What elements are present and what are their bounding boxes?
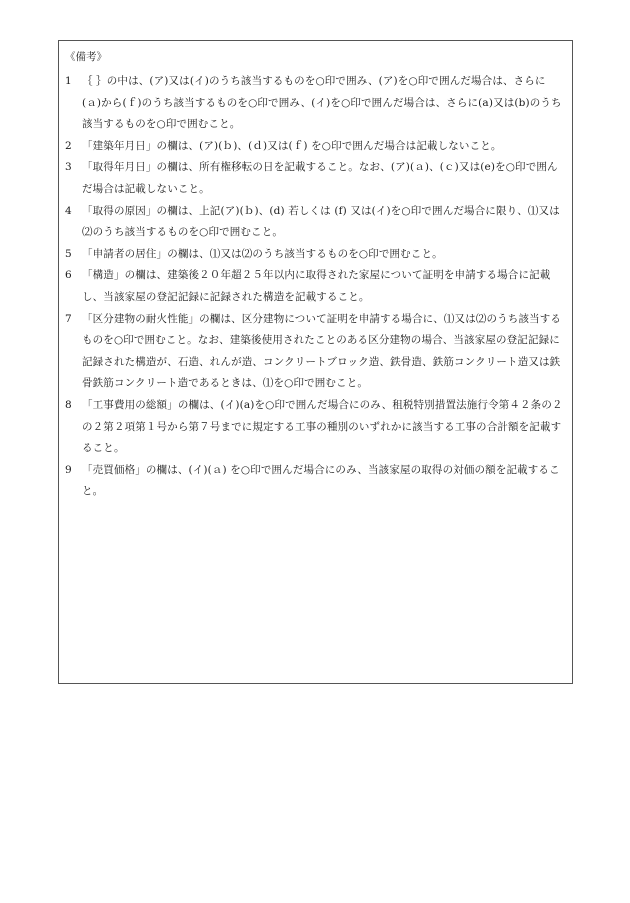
note-number: 7 [65, 312, 72, 325]
note-text: 「区分建物の耐火性能」の欄は、区分建物について証明を申請する場合に、⑴又は⑵のうち該当するものを○印で囲むこと。なお、建築後使用されたことのある区分建物の場合、当該家屋の登記記録に記録された構造が、石造、れんが造、コンクリートブロック造、鉄骨造、鉄筋コンクリート造又は鉄骨鉄筋コンクリート造であるときは、⑴を○印で囲むこと。 [82, 312, 562, 390]
note-text: 「取得年月日」の欄は、所有権移転の日を記載すること。なお、(ア)(ａ)、(ｃ)又は(e)を○印で囲んだ場合は記載しないこと。 [82, 161, 558, 195]
remarks-box [58, 40, 573, 684]
note-number: 5 [65, 247, 72, 260]
note-item [65, 157, 564, 200]
note-text: 「申請者の居住」の欄は、⑴又は⑵のうち該当するものを○印で囲むこと。 [82, 247, 443, 260]
note-number: 8 [65, 398, 72, 411]
note-item [65, 395, 564, 460]
note-number: 1 [65, 75, 72, 87]
note-number: 4 [65, 204, 72, 217]
note-item [65, 201, 564, 244]
note-number: 2 [65, 139, 72, 152]
note-item [65, 309, 564, 395]
note-text: ｛ ｝の中は、(ア)又は(イ)のうち該当するものを○印で囲み、(ア)を○印で囲んだ場合は、さらに(ａ)から(ｆ)のうち該当するものを○印で囲み、(イ)を○印で囲んだ場合は、さらに(a)又は(b)のうち該当するものを○印で囲むこと。 [82, 75, 562, 131]
note-text: 「建築年月日」の欄は、(ア)(ｂ)、(ｄ)又は(ｆ) を○印で囲んだ場合は記載しないこと。 [82, 139, 502, 152]
note-number: 9 [65, 463, 72, 476]
note-text: 「売買価格」の欄は、(イ)(ａ) を○印で囲んだ場合にのみ、当該家屋の取得の対価の額を記載すること。 [82, 463, 560, 498]
remarks-title: 《備考》 [65, 51, 107, 63]
note-item [65, 265, 564, 308]
note-item [65, 244, 564, 266]
note-number: 6 [65, 269, 72, 282]
note-text: 「取得の原因」の欄は、上記(ア)(ｂ)、(d) 若しくは (f) 又は(イ)を○印で囲んだ場合に限り、⑴又は⑵のうち該当するものを○印で囲むこと。 [82, 204, 560, 239]
note-number: 3 [65, 161, 72, 174]
note-item [65, 460, 564, 503]
note-text: 「構造」の欄は、建築後２０年超２５年以内に取得された家屋について証明を申請する場合に記載し、当該家屋の登記記録に記録された構造を記載すること。 [82, 269, 551, 303]
note-text: 「工事費用の総額」の欄は、(イ)(a)を○印で囲んだ場合にのみ、租税特別措置法施行令第４２条の２の２第２項第１号から第７号までに規定する工事の種別のいずれかに該当する工事の合計額を記載すること。 [82, 398, 563, 455]
note-item [65, 136, 564, 158]
note-item [65, 71, 564, 136]
